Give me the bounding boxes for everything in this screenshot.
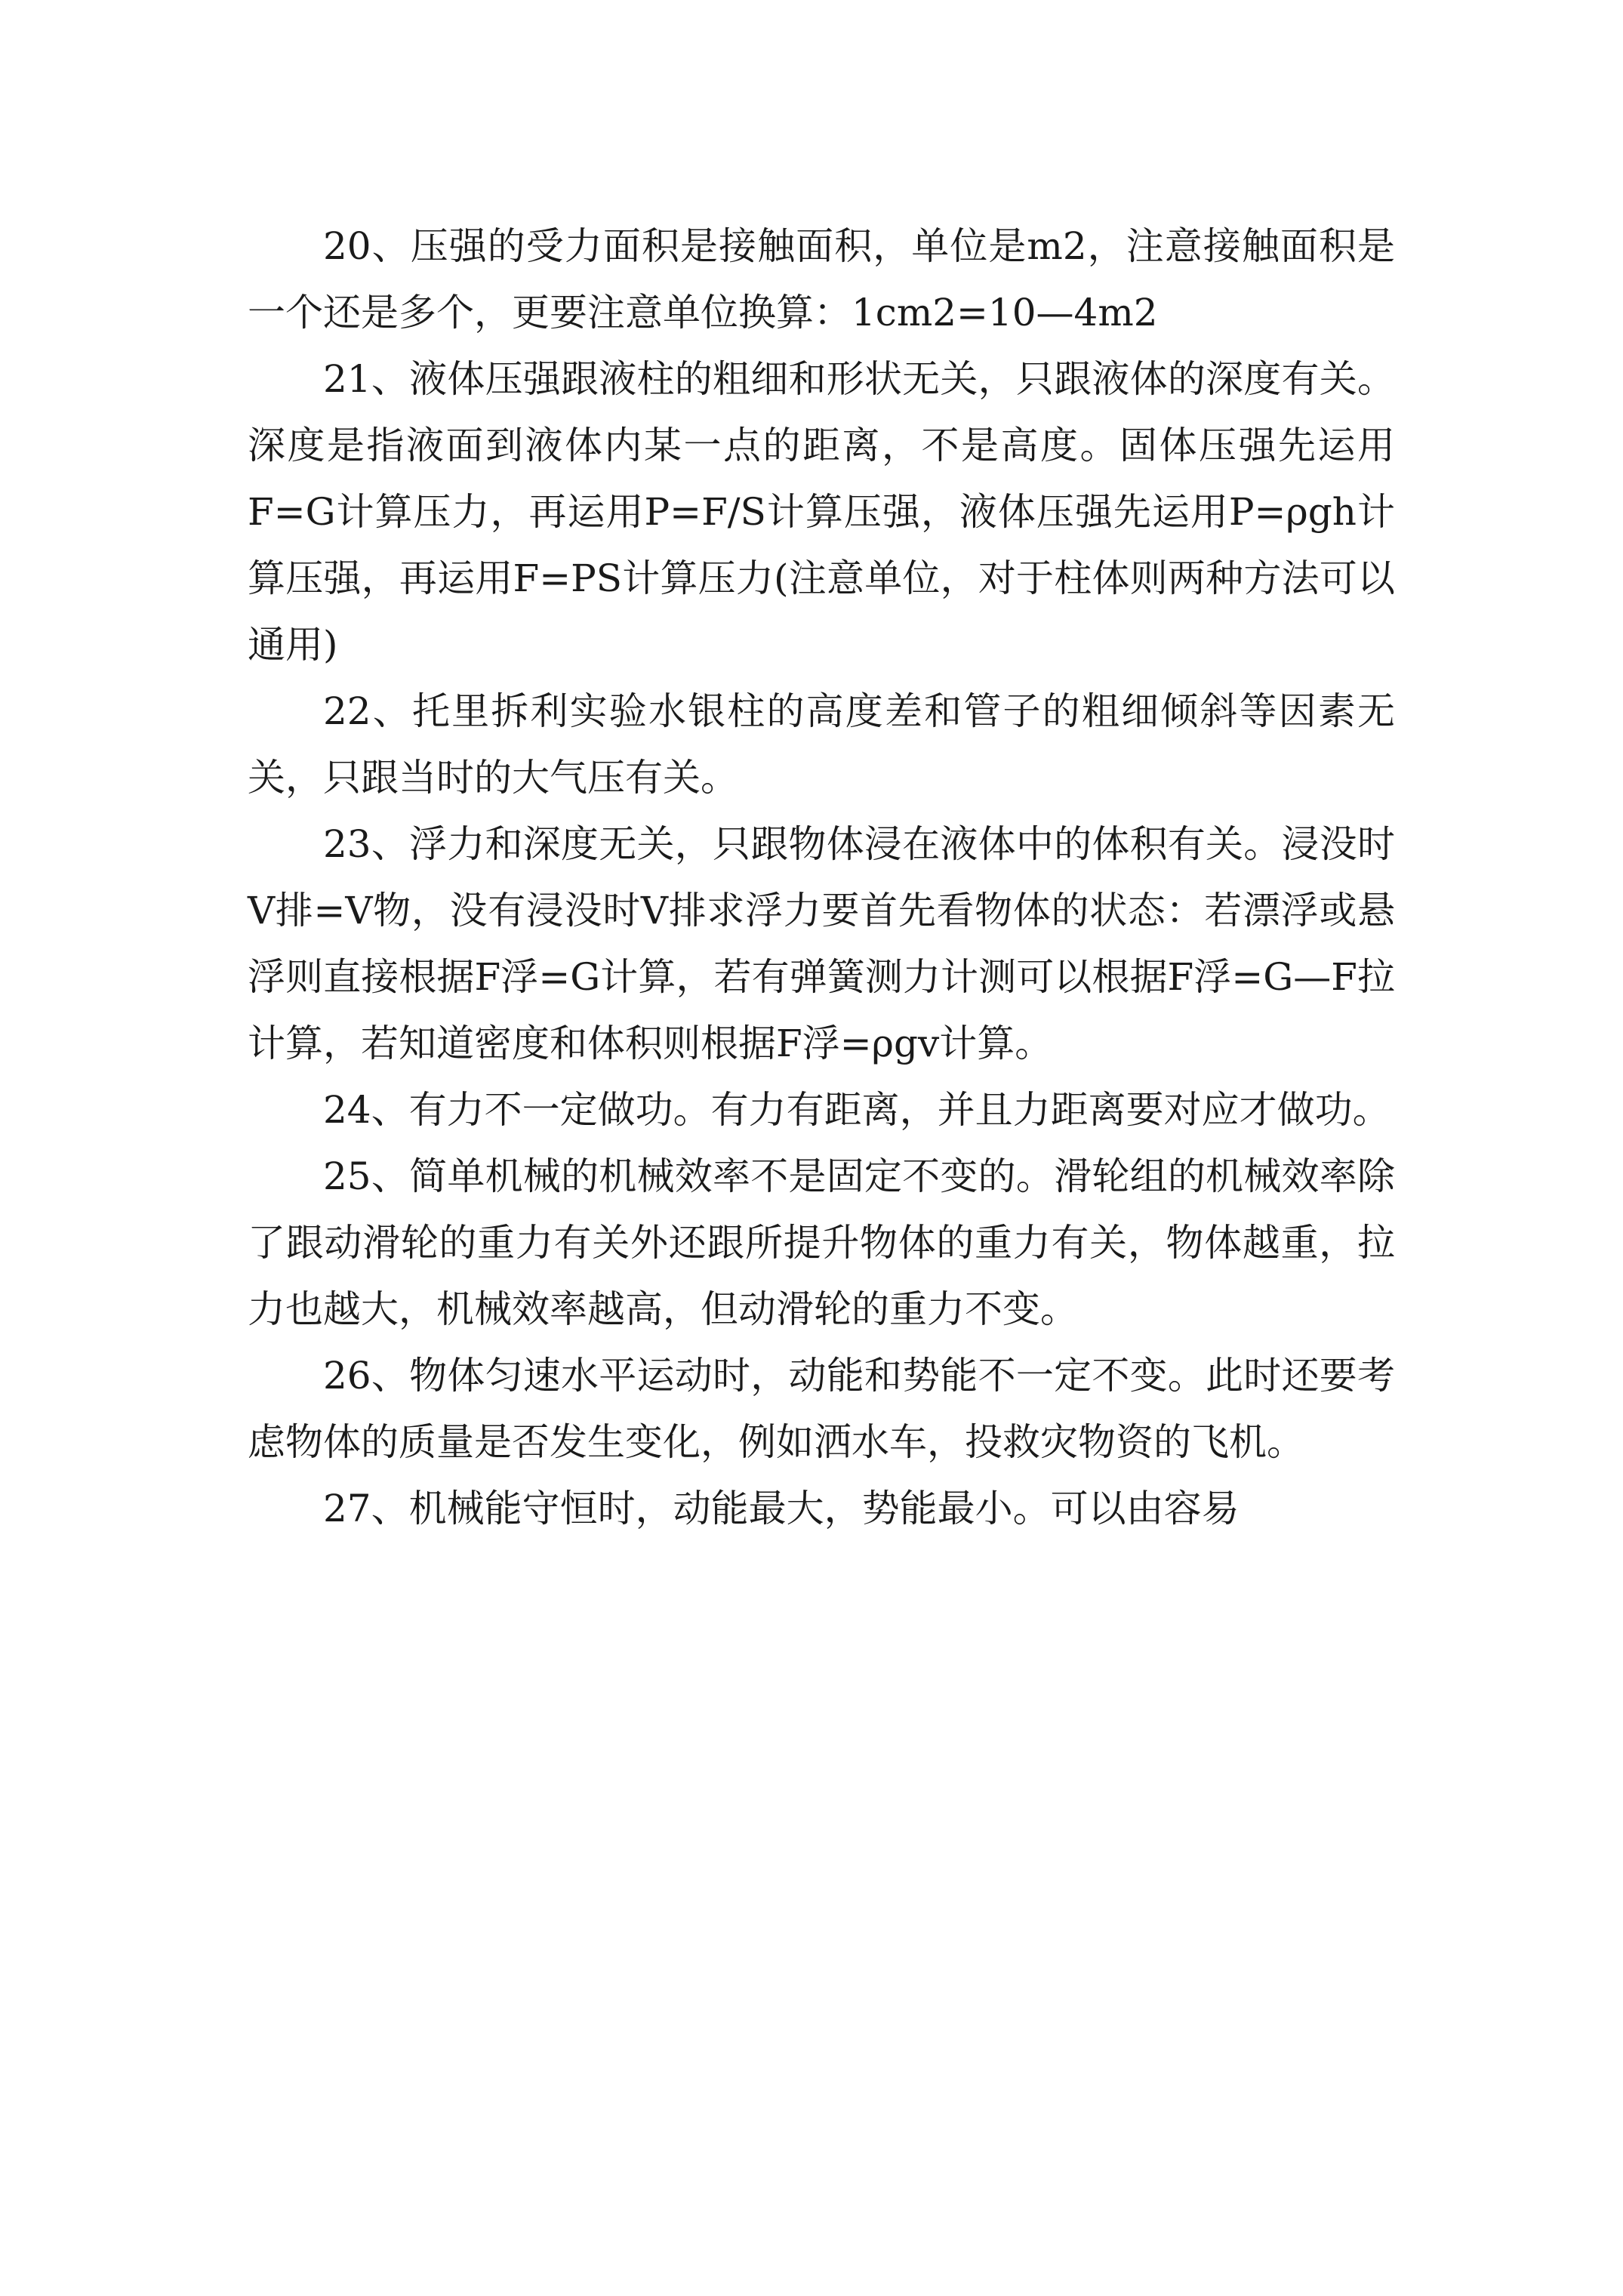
document-body	[248, 213, 1395, 1542]
paragraph-21: 21、液体压强跟液柱的粗细和形状无关，只跟液体的深度有关。深度是指液面到液体内某一点的距离，不是高度。固体压强先运用F=G计算压力，再运用P=F/S计算压强，液体压强先运用P=ρgh计算压强，再运用F=PS计算压力(注意单位，对于柱体则两种方法可以通用)	[248, 357, 1395, 667]
paragraph-20: 20、压强的受力面积是接触面积，单位是m2，注意接触面积是一个还是多个，更要注意单位换算：1cm2=10—4m2	[248, 224, 1395, 334]
paragraph-23: 23、浮力和深度无关，只跟物体浸在液体中的体积有关。浸没时V排=V物，没有浸没时V排求浮力要首先看物体的状态：若漂浮或悬浮则直接根据F浮=G计算，若有弹簧测力计测可以根据F浮=G—F拉计算，若知道密度和体积则根据F浮=ρgv计算。	[248, 822, 1395, 1065]
paragraph-27: 27、机械能守恒时，动能最大，势能最小。可以由容易	[323, 1487, 1240, 1530]
paragraph-26: 26、物体匀速水平运动时，动能和势能不一定不变。此时还要考虑物体的质量是否发生变化，例如洒水车，投救灾物资的飞机。	[248, 1354, 1395, 1464]
paragraph-24: 24、有力不一定做功。有力有距离，并且力距离要对应才做功。	[323, 1088, 1390, 1132]
paragraph-22: 22、托里拆利实验水银柱的高度差和管子的粗细倾斜等因素无关，只跟当时的大气压有关。	[248, 689, 1395, 800]
paragraph-25: 25、简单机械的机械效率不是固定不变的。滑轮组的机械效率除了跟动滑轮的重力有关外还跟所提升物体的重力有关，物体越重，拉力也越大，机械效率越高，但动滑轮的重力不变。	[248, 1154, 1395, 1331]
